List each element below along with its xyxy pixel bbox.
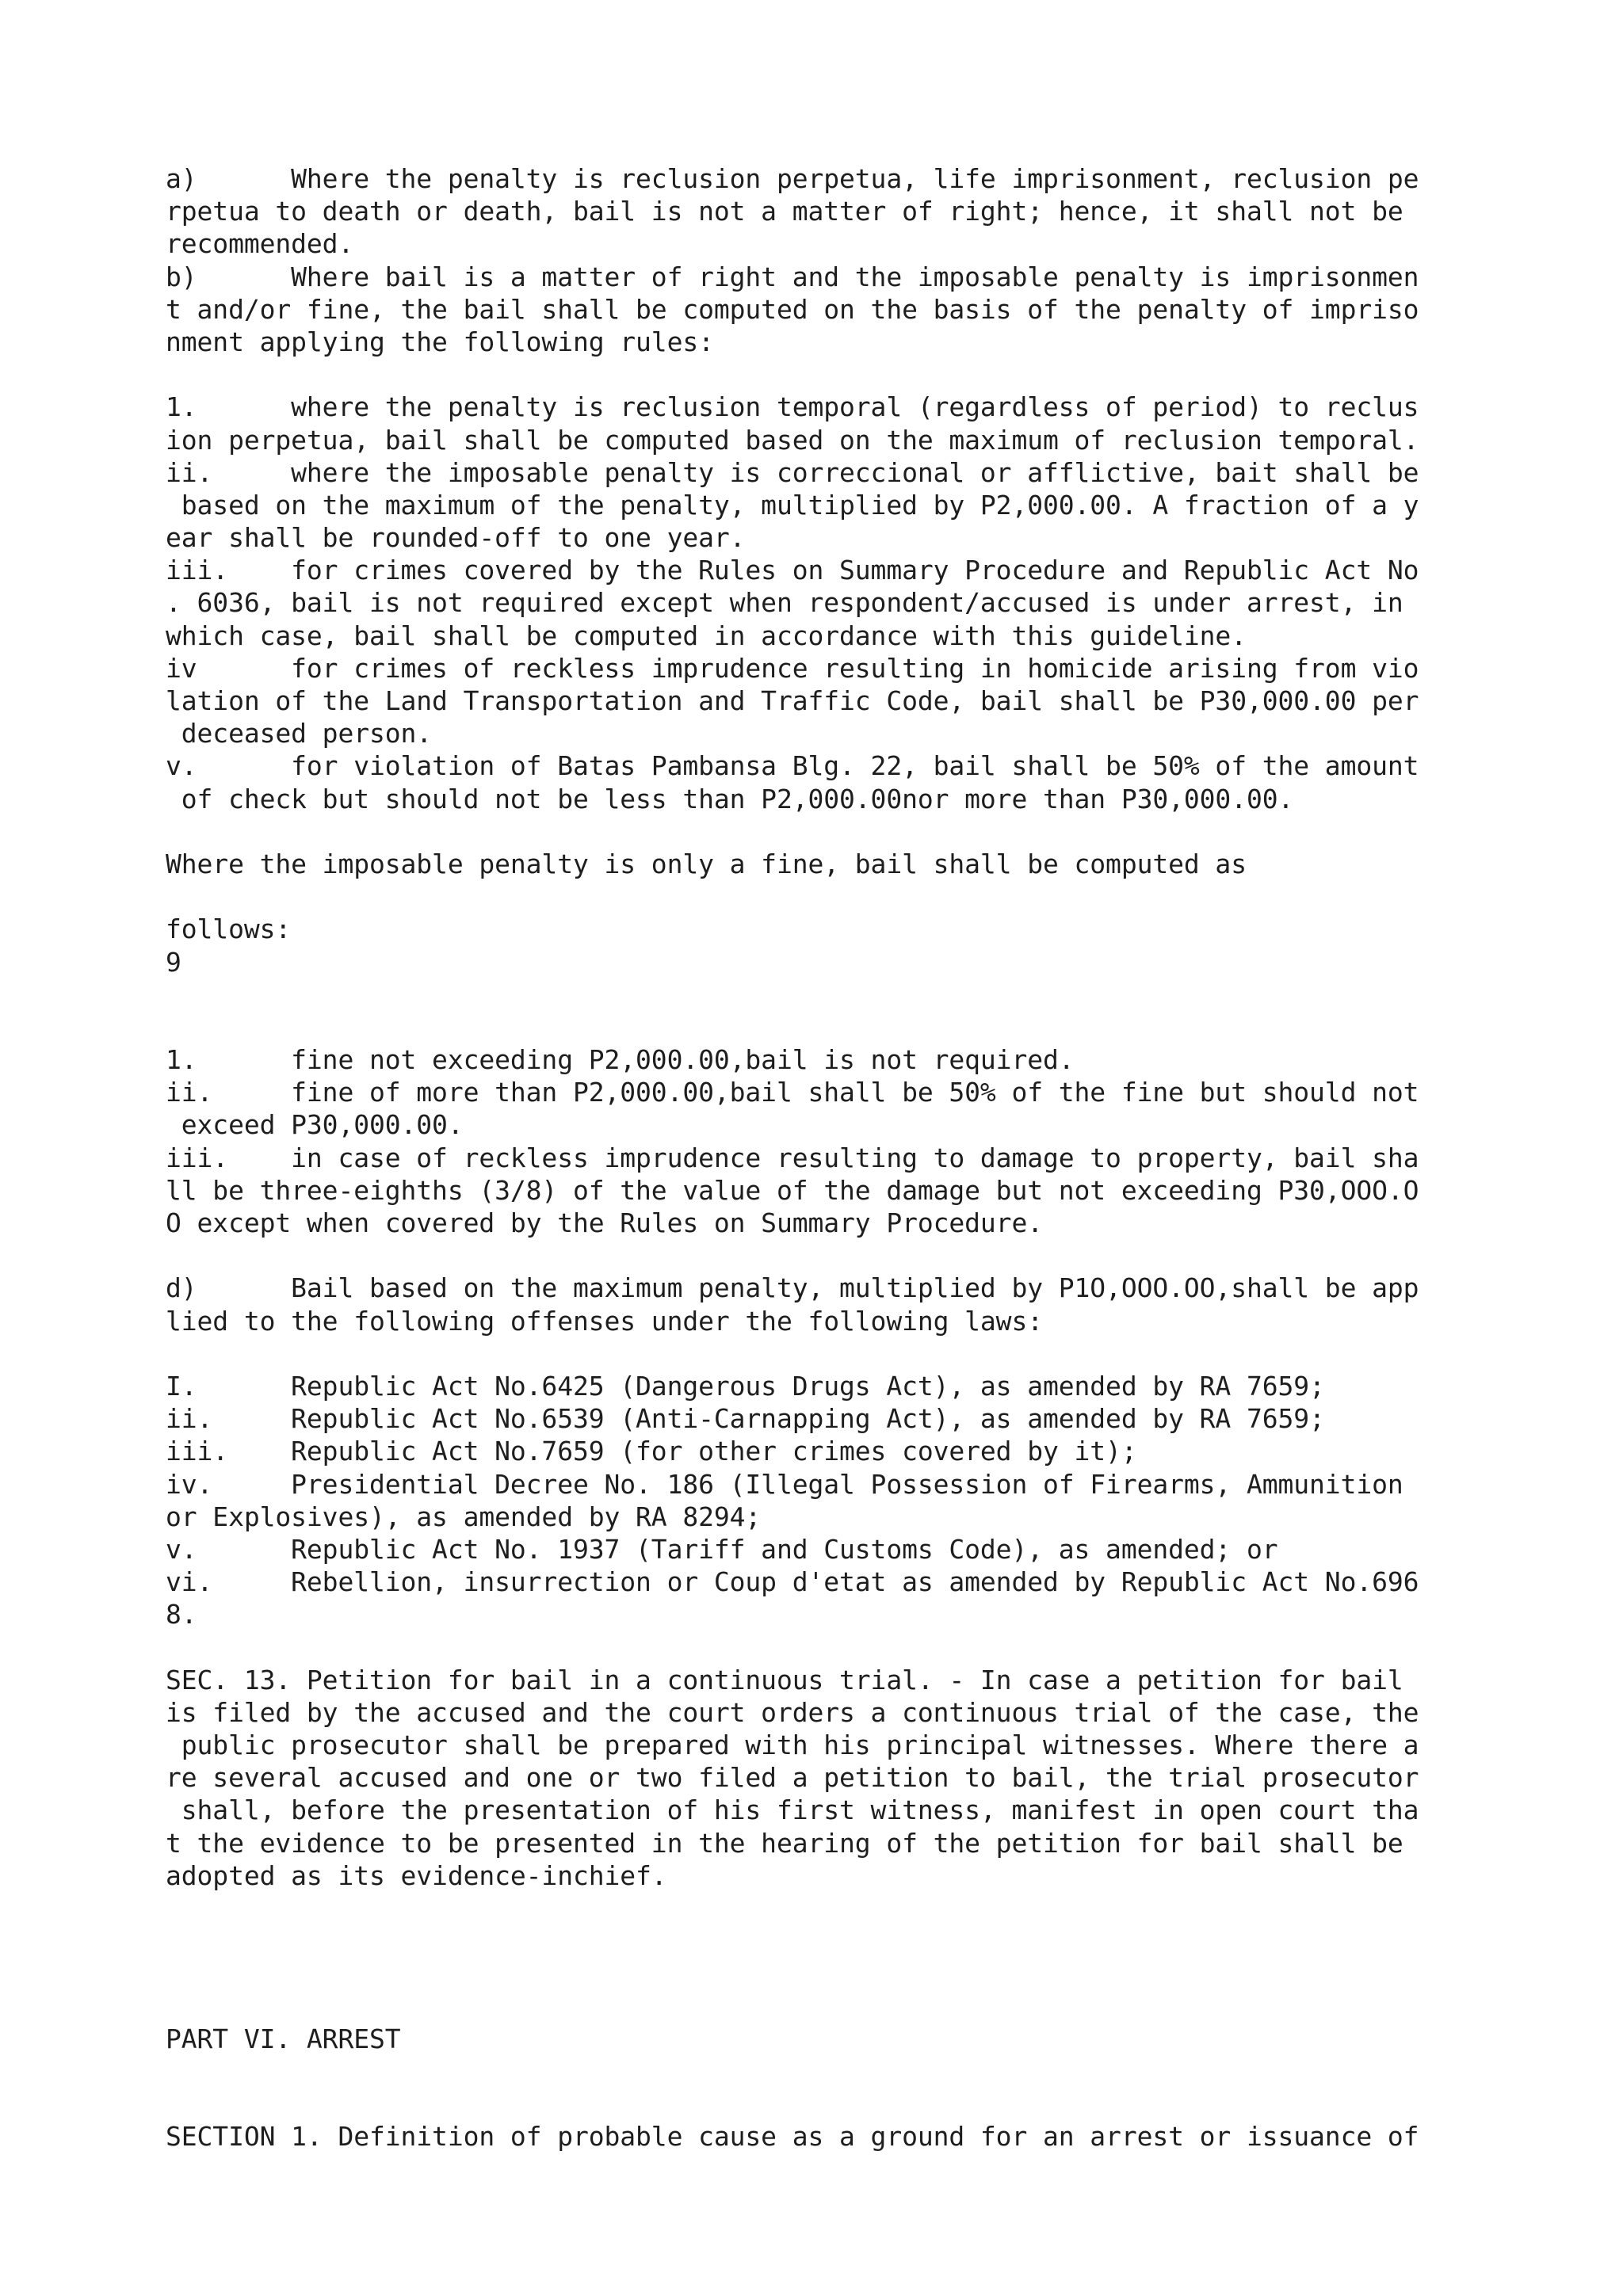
- text-line: 1. where the penalty is reclusion temporal (regardless of period) to reclus: [166, 391, 1419, 423]
- text-line: v. Republic Act No. 1937 (Tariff and Customs Code), as amended; or: [166, 1533, 1278, 1565]
- text-line: follows:: [166, 913, 292, 945]
- blank-line: [166, 2088, 1497, 2120]
- text-line: re several accused and one or two filed a petition to bail, the trial prosecutor: [166, 1762, 1419, 1794]
- text-line: I. Republic Act No.6425 (Dangerous Drugs Act), as amended by RA 7659;: [166, 1370, 1325, 1402]
- text-line: public prosecutor shall be prepared with his principal witnesses. Where there a: [166, 1730, 1419, 1760]
- text-line: iii. Republic Act No.7659 (for other crimes covered by it);: [166, 1436, 1137, 1467]
- text-line: rpetua to death or death, bail is not a matter of right; hence, it shall not be: [166, 196, 1403, 227]
- blank-line: [166, 815, 1497, 848]
- text-line: or Explosives), as amended by RA 8294;: [166, 1501, 762, 1532]
- text-line: 8.: [166, 1599, 197, 1630]
- text-line: SEC. 13. Petition for bail in a continuous trial. - In case a petition for bail: [166, 1664, 1403, 1695]
- text-line: PART VI. ARREST: [166, 2023, 401, 2054]
- blank-line: [166, 1892, 1497, 1924]
- blank-line: [166, 1957, 1497, 1989]
- text-line: recommended.: [166, 228, 354, 260]
- text-line: 9: [166, 946, 181, 978]
- blank-line: [166, 1239, 1497, 1272]
- text-line: iv for crimes of reckless imprudence resulting in homicide arising from vio: [166, 652, 1419, 684]
- text-line: b) Where bail is a matter of right and the imposable penalty is imprisonmen: [166, 261, 1419, 292]
- text-line: nment applying the following rules:: [166, 326, 714, 357]
- text-line: d) Bail based on the maximum penalty, multiplied by P1O,OOO.OO,shall be app: [166, 1272, 1419, 1304]
- text-line: ii. fine of more than P2,000.00,bail shall be 50% of the fine but should not: [166, 1077, 1419, 1108]
- text-line: t the evidence to be presented in the hearing of the petition for bail shall be: [166, 1827, 1403, 1859]
- text-line: ii. where the imposable penalty is correccional or afflictive, bait shall be: [166, 456, 1419, 488]
- text-line: ion perpetua, bail shall be computed based on the maximum of reclusion temporal.: [166, 424, 1419, 456]
- text-line: lied to the following offenses under the following laws:: [166, 1305, 1043, 1337]
- text-line: of check but should not be less than P2,000.00nor more than P30,000.00.: [166, 783, 1294, 814]
- blank-line: [166, 978, 1497, 1011]
- text-line: iii. in case of reckless imprudence resulting to damage to property, bail sha: [166, 1142, 1419, 1173]
- text-line: O except when covered by the Rules on Summary Procedure.: [166, 1207, 1043, 1238]
- blank-line: [166, 1924, 1497, 1957]
- blank-line: [166, 2055, 1497, 2088]
- text-line: exceed P30,000.00.: [166, 1109, 464, 1141]
- text-line: which case, bail shall be computed in accordance with this guideline.: [166, 620, 1247, 651]
- text-line: v. for violation of Batas Pambansa Blg. 22, bail shall be 50% of the amount: [166, 750, 1419, 782]
- text-line: t and/or fine, the bail shall be computed on the basis of the penalty of impriso: [166, 293, 1419, 325]
- text-line: is filed by the accused and the court orders a continuous trial of the case, the: [166, 1696, 1419, 1728]
- text-line: deceased person.: [166, 718, 433, 749]
- blank-line: [166, 1337, 1497, 1370]
- document-page: [166, 162, 1497, 2153]
- blank-line: [166, 880, 1497, 913]
- text-line: ii. Republic Act No.6539 (Anti-Carnapping Act), as amended by RA 7659;: [166, 1403, 1325, 1435]
- text-line: vi. Rebellion, insurrection or Coup d'etat as amended by Republic Act No.696: [166, 1566, 1419, 1598]
- text-line: a) Where the penalty is reclusion perpetua, life imprisonment, reclusion pe: [166, 163, 1419, 194]
- blank-line: [166, 1011, 1497, 1043]
- text-line: lation of the Land Transportation and Traffic Code, bail shall be P30,000.00 per: [166, 685, 1419, 716]
- text-line: based on the maximum of the penalty, multiplied by P2,000.00. A fraction of a y: [166, 489, 1419, 521]
- text-line: SECTION 1. Definition of probable cause as a ground for an arrest or issuance of: [166, 2121, 1419, 2153]
- text-line: iii. for crimes covered by the Rules on Summary Procedure and Republic Act No: [166, 555, 1419, 586]
- text-line: Where the imposable penalty is only a fine, bail shall be computed as: [166, 848, 1247, 879]
- text-line: ll be three-eighths (3/8) of the value of the damage but not exceeding P30,OOO.O: [166, 1174, 1419, 1206]
- blank-line: [166, 1990, 1497, 2023]
- blank-line: [166, 1630, 1497, 1663]
- text-line: . 6036, bail is not required except when respondent/accused is under arrest, in: [166, 587, 1403, 619]
- text-line: shall, before the presentation of his first witness, manifest in open court tha: [166, 1794, 1419, 1826]
- text-line: iv. Presidential Decree No. 186 (Illegal Possession of Firearms, Ammunition: [166, 1468, 1403, 1500]
- text-line: ear shall be rounded-off to one year.: [166, 522, 746, 554]
- text-line: 1. fine not exceeding P2,000.00,bail is not required.: [166, 1044, 1075, 1076]
- blank-line: [166, 358, 1497, 391]
- text-line: adopted as its evidence-inchief.: [166, 1859, 667, 1891]
